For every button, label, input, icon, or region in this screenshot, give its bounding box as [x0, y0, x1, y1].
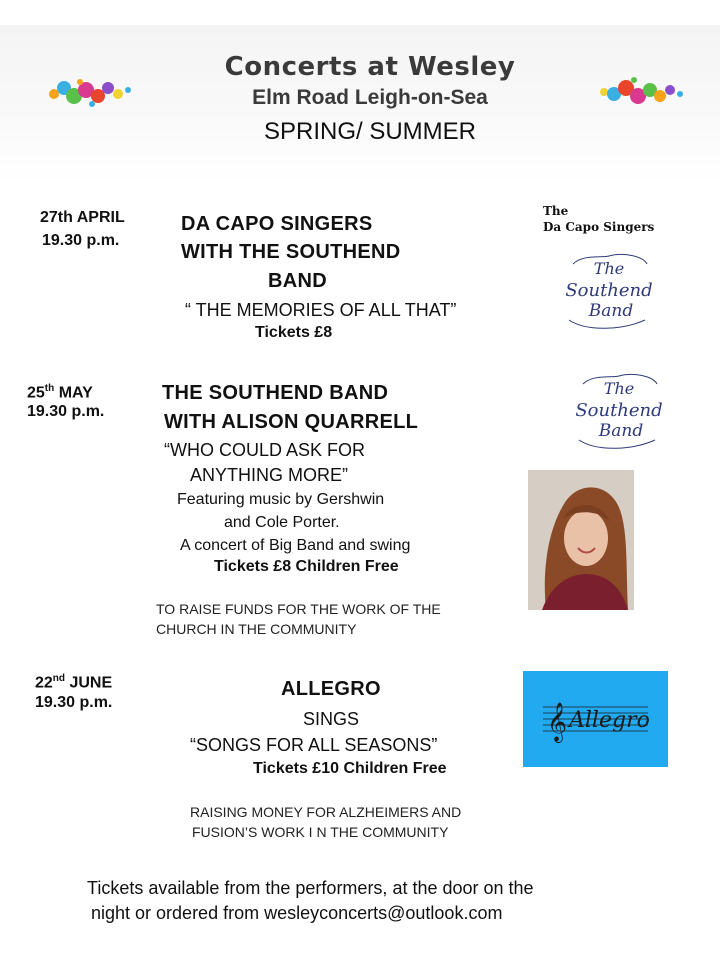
concert-3-date-suffix: nd	[52, 673, 66, 684]
concert-2-line-2: WITH ALISON QUARRELL	[164, 411, 419, 433]
concert-3-date-month: JUNE	[65, 674, 113, 692]
dacapo-logo-line-2: Da Capo Singers	[543, 220, 655, 234]
treble-clef-icon: 𝄞	[547, 702, 568, 742]
concert-2-quote-1: “WHO COULD ASK FOR	[164, 440, 366, 460]
dacapo-logo	[543, 203, 654, 235]
concert-2-detail-2: and Cole Porter.	[224, 514, 340, 531]
concert-2-line-1: THE SOUTHEND BAND	[162, 382, 389, 404]
southend-band-logo-1	[563, 250, 653, 334]
footer-line-2: night or ordered from wesleyconcerts@outlook.com	[91, 903, 503, 923]
concert-1-date: 27th APRIL	[40, 209, 125, 226]
concert-3-tickets: Tickets £10 Children Free	[253, 760, 447, 777]
southend-band-logo-2-l2: Southend	[575, 400, 663, 421]
dacapo-logo-line-1: The	[543, 204, 569, 218]
allegro-logo-text: Allegro	[569, 708, 650, 733]
concert-3-quote: “SONGS FOR ALL SEASONS”	[190, 735, 438, 755]
southend-band-logo-1-l2: Southend	[565, 280, 653, 301]
performer-photo	[528, 470, 634, 610]
page-title: Concerts at Wesley	[224, 52, 516, 82]
concert-3-note-2: FUSION’S WORK I N THE COMMUNITY	[192, 824, 449, 840]
concert-3-sings: SINGS	[303, 709, 360, 729]
concert-3-name: ALLEGRO	[281, 678, 381, 700]
concert-2-date-month: MAY	[54, 384, 93, 402]
concert-2-detail-3: A concert of Big Band and swing	[180, 537, 411, 554]
concert-1-line-2: WITH THE SOUTHEND	[181, 241, 401, 263]
concert-3-date-day: 22	[35, 674, 53, 692]
concert-2-date-suffix: th	[44, 383, 55, 394]
southend-band-logo-2-l3: Band	[598, 421, 644, 441]
concert-3-time: 19.30 p.m.	[35, 694, 113, 711]
southend-band-logo-2-l1: The	[603, 379, 635, 398]
concert-2-date	[27, 378, 93, 403]
venue-address: Elm Road Leigh-on-Sea	[252, 86, 488, 109]
concert-1-time: 19.30 p.m.	[42, 232, 120, 249]
concert-1-tickets: Tickets £8	[255, 324, 333, 341]
southend-band-logo-2	[573, 370, 663, 454]
allegro-logo	[523, 671, 668, 767]
concert-2-time: 19.30 p.m.	[27, 403, 105, 420]
footer-line-1: Tickets available from the performers, at the door on the	[87, 878, 534, 898]
concert-2-note-1: TO RAISE FUNDS FOR THE WORK OF THE	[156, 601, 441, 617]
southend-band-logo-1-l3: Band	[588, 301, 634, 321]
concert-2-detail-1: Featuring music by Gershwin	[177, 491, 385, 508]
concert-2-note-2: CHURCH IN THE COMMUNITY	[156, 621, 357, 637]
concert-2-date-day: 25	[27, 384, 45, 402]
concert-1-quote: “ THE MEMORIES OF ALL THAT”	[185, 300, 457, 320]
concert-1-line-3: BAND	[268, 270, 327, 292]
concert-1-line-1: DA CAPO SINGERS	[181, 213, 373, 235]
southend-band-logo-1-l1: The	[593, 259, 625, 278]
concert-2-quote-2: ANYTHING MORE”	[190, 465, 349, 485]
concert-3-date	[35, 668, 112, 693]
concert-3-note-1: RAISING MONEY FOR ALZHEIMERS AND	[190, 804, 462, 820]
concert-2-tickets: Tickets £8 Children Free	[214, 558, 399, 575]
season-label: SPRING/ SUMMER	[263, 118, 476, 145]
